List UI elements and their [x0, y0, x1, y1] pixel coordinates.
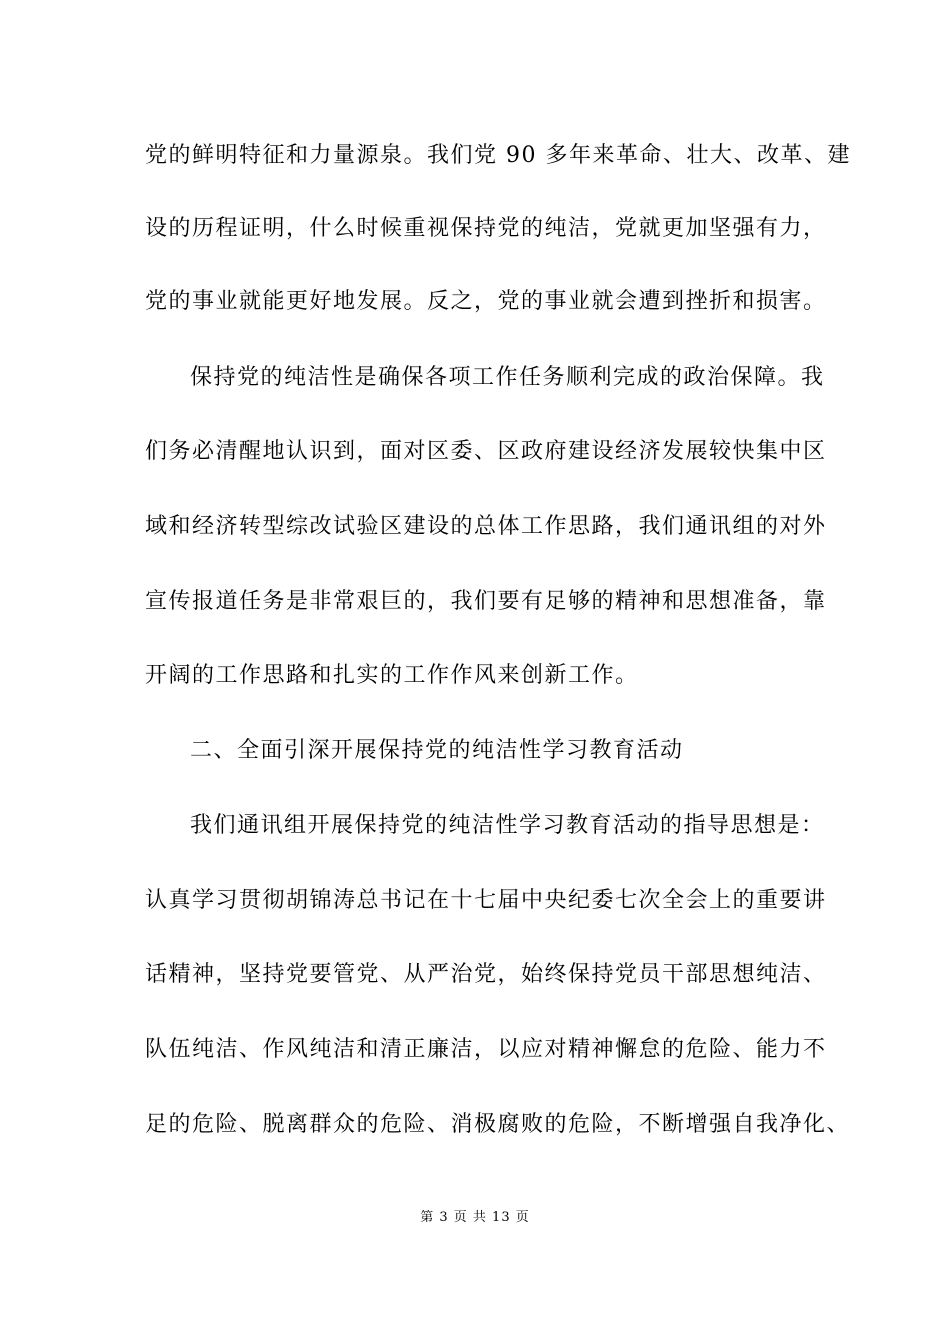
body-text-line: 设的历程证明，什么时候重视保持党的纯洁，党就更加坚强有力， [145, 216, 827, 241]
body-text-line: 足的危险、脱离群众的危险、消极腐败的危险，不断增强自我净化、 [145, 1112, 851, 1137]
page-number-footer: 第 3 页 共 13 页 [420, 1210, 530, 1225]
paragraph-start-line: 我们通讯组开展保持党的纯洁性学习教育活动的指导思想是： [190, 813, 825, 838]
paragraph-start-line: 保持党的纯洁性是确保各项工作任务顺利完成的政治保障。我 [190, 365, 825, 390]
body-text-line: 开阔的工作思路和扎实的工作作风来创新工作。 [145, 663, 639, 688]
body-text-line: 队伍纯洁、作风纯洁和清正廉洁，以应对精神懈怠的危险、能力不 [145, 1037, 827, 1062]
body-text-line: 域和经济转型综改试验区建设的总体工作思路，我们通讯组的对外 [145, 514, 827, 539]
body-text-line: 党的鲜明特征和力量源泉。我们党 90 多年来革命、壮大、改革、建 [145, 143, 851, 168]
body-text-line: 话精神，坚持党要管党、从严治党，始终保持党员干部思想纯洁、 [145, 962, 827, 987]
body-text-line: 们务必清醒地认识到，面对区委、区政府建设经济发展较快集中区 [145, 439, 827, 464]
body-text-line: 认真学习贯彻胡锦涛总书记在十七届中央纪委七次全会上的重要讲 [145, 888, 827, 913]
body-text-line: 党的事业就能更好地发展。反之，党的事业就会遭到挫折和损害。 [145, 289, 827, 314]
body-text-line: 宣传报道任务是非常艰巨的，我们要有足够的精神和思想准备，靠 [145, 589, 827, 614]
section-heading: 二、全面引深开展保持党的纯洁性学习教育活动 [190, 738, 684, 763]
